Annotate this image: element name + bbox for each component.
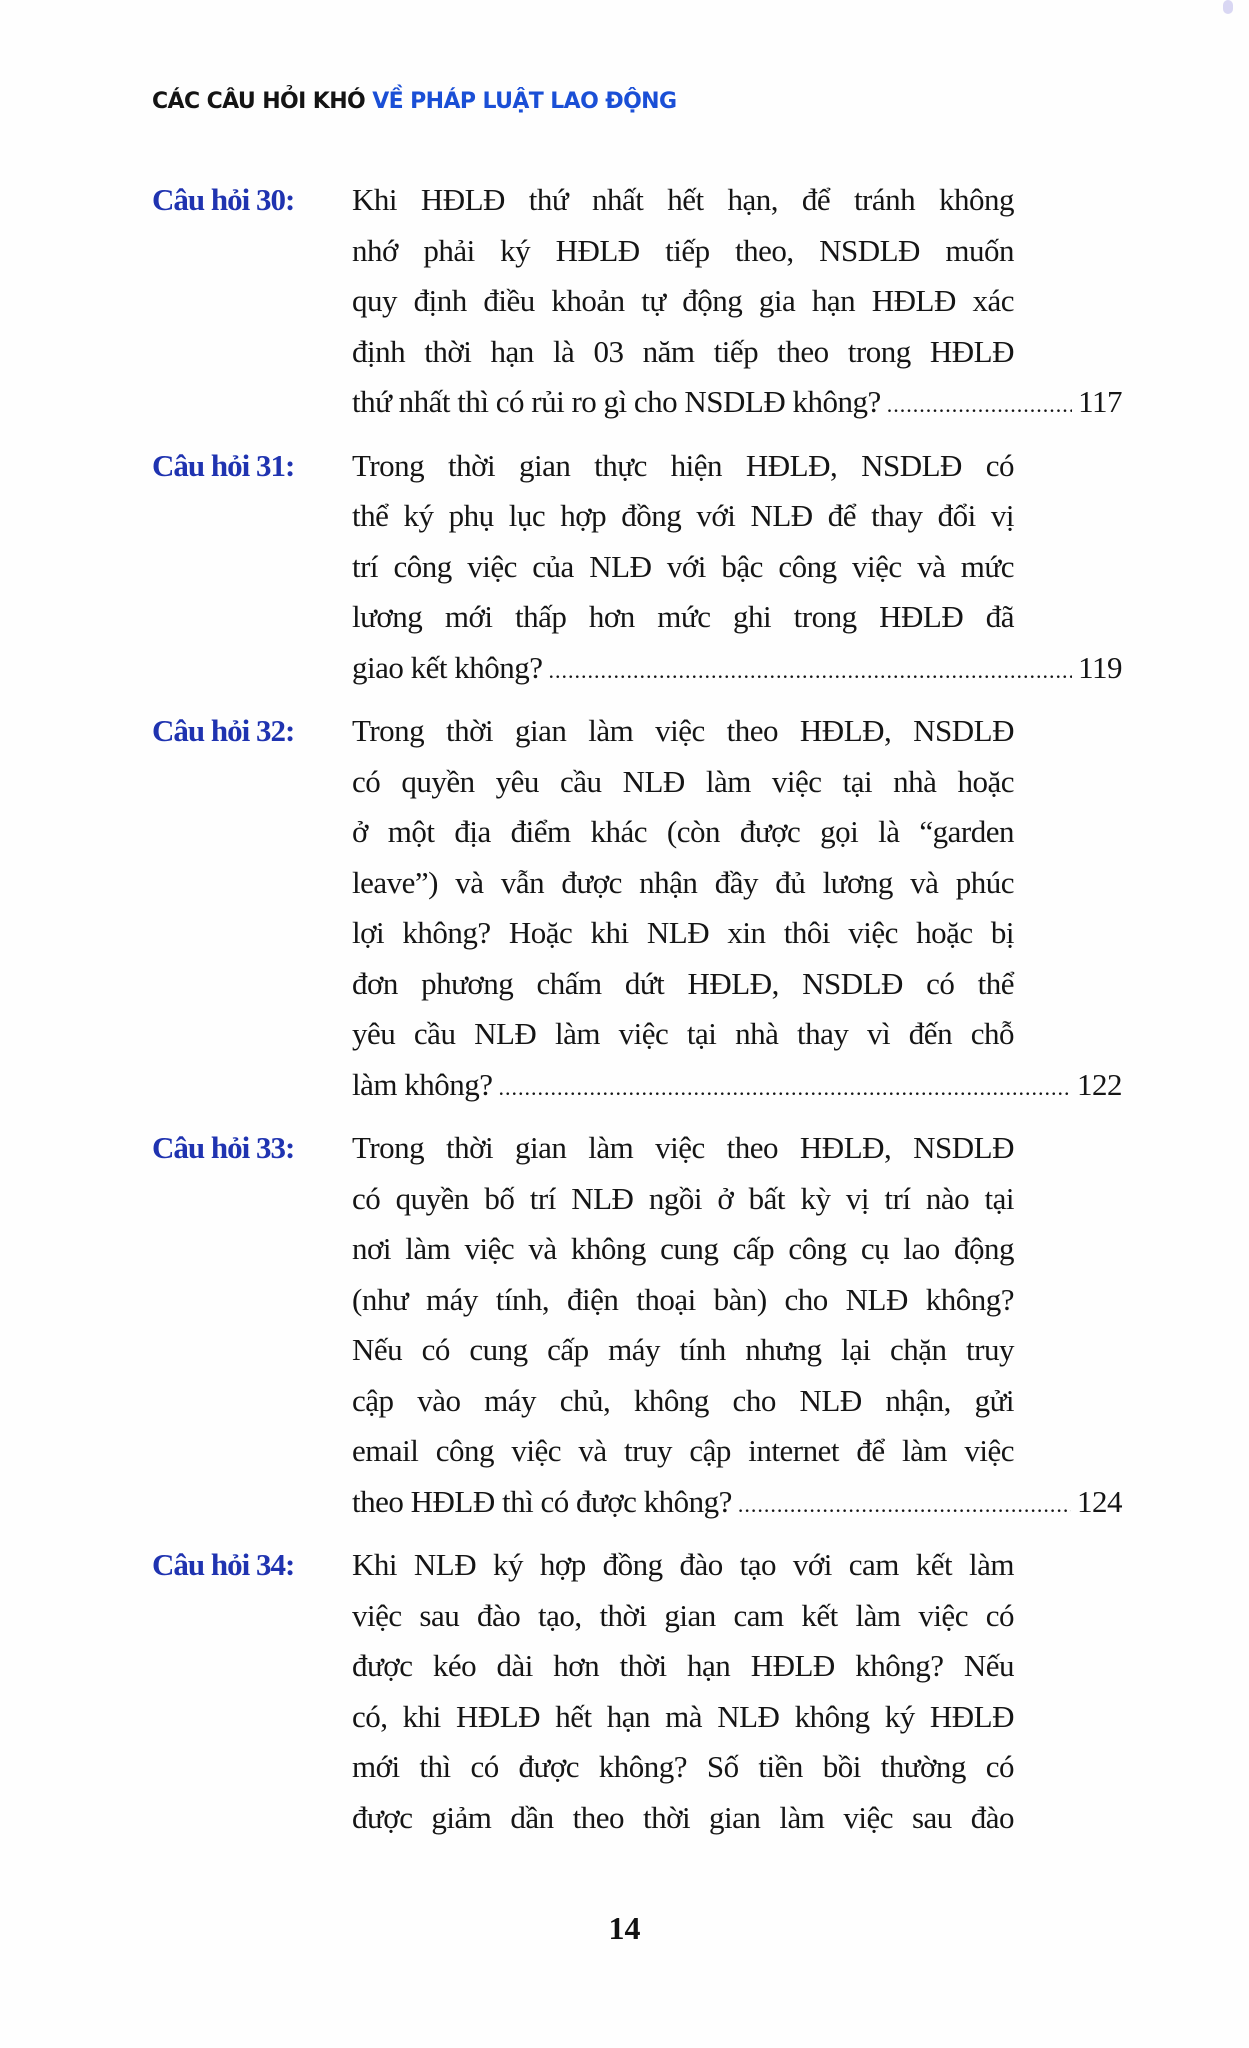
text-line: lương mới thấp hơn mức ghi trong HĐLĐ đã xyxy=(352,599,1014,634)
text-line: việc sau đào tạo, thời gian cam kết làm việc có xyxy=(352,1597,1014,1633)
dot-leader xyxy=(549,646,1073,697)
text-line: quy định điều khoản tự động gia hạn HĐLĐ xác xyxy=(352,283,1014,318)
text-line: giao kết không? xyxy=(352,649,543,685)
header-title-blue: VỀ PHÁP LUẬT LAO ĐỘNG xyxy=(372,89,677,114)
toc-link-line[interactable] xyxy=(352,643,1122,697)
table-of-contents xyxy=(152,175,1122,1853)
question-text xyxy=(352,441,1122,697)
text-line: Trong thời gian thực hiện HĐLĐ, NSDLĐ có xyxy=(352,447,1014,483)
text-line: định thời hạn là 03 năm tiếp theo trong HĐLĐ xyxy=(352,333,1014,369)
text-line: email công việc và truy cập internet để làm việc xyxy=(352,1433,1014,1468)
toc-link-line[interactable] xyxy=(352,1477,1122,1531)
question-text xyxy=(352,706,1122,1113)
toc-entry-34 xyxy=(152,1540,1122,1843)
text-line: có, khi HĐLĐ hết hạn mà NLĐ không ký HĐLĐ xyxy=(352,1698,1014,1734)
text-line: được kéo dài hơn thời hạn HĐLĐ không? Nếu xyxy=(352,1648,1014,1683)
page-reference: 124 xyxy=(1077,1483,1122,1519)
text-line: nhớ phải ký HĐLĐ tiếp theo, NSDLĐ muốn xyxy=(352,232,1014,268)
text-line: cập vào máy chủ, không cho NLĐ nhận, gửi xyxy=(352,1382,1014,1418)
text-line: ở một địa điểm khác (còn được gọi là “garden xyxy=(352,814,1014,849)
toc-link-line[interactable] xyxy=(352,1060,1122,1114)
text-line: Khi NLĐ ký hợp đồng đào tạo với cam kết làm xyxy=(352,1547,1014,1582)
page-reference: 119 xyxy=(1078,649,1122,685)
question-label: Câu hỏi 30: xyxy=(152,182,295,217)
page-reference: 122 xyxy=(1077,1066,1122,1102)
text-line: có quyền bố trí NLĐ ngồi ở bất kỳ vị trí nào tại xyxy=(352,1180,1014,1216)
question-text xyxy=(352,175,1122,431)
question-label: Câu hỏi 31: xyxy=(152,447,295,483)
text-line: mới thì có được không? Số tiền bồi thường có xyxy=(352,1749,1014,1784)
text-line: theo HĐLĐ thì có được không? xyxy=(352,1483,732,1519)
dot-leader xyxy=(738,1480,1071,1531)
text-line: trí công việc của NLĐ với bậc công việc và mức xyxy=(352,548,1014,584)
dot-leader xyxy=(499,1063,1072,1114)
dot-leader xyxy=(887,380,1072,431)
scan-artifact-mark xyxy=(1223,0,1233,14)
text-line: yêu cầu NLĐ làm việc tại nhà thay vì đến chỗ xyxy=(352,1016,1014,1051)
text-line: có quyền yêu cầu NLĐ làm việc tại nhà hoặc xyxy=(352,763,1014,799)
question-label: Câu hỏi 32: xyxy=(152,713,295,748)
text-line: được giảm dần theo thời gian làm việc sau đào xyxy=(352,1799,1014,1835)
toc-entry-33 xyxy=(152,1123,1122,1530)
text-line: Nếu có cung cấp máy tính nhưng lại chặn truy xyxy=(352,1332,1014,1367)
toc-link-line[interactable] xyxy=(352,377,1122,431)
page-reference: 117 xyxy=(1078,384,1122,419)
text-line: thứ nhất thì có rủi ro gì cho NSDLĐ không? xyxy=(352,384,881,419)
text-line: (như máy tính, điện thoại bàn) cho NLĐ không? xyxy=(352,1281,1014,1317)
text-line: làm không? xyxy=(352,1066,493,1102)
text-line: đơn phương chấm dứt HĐLĐ, NSDLĐ có thể xyxy=(352,965,1014,1001)
header-title-dark: CÁC CÂU HỎI KHÓ xyxy=(152,89,366,114)
running-header xyxy=(152,89,676,114)
text-line: thể ký phụ lục hợp đồng với NLĐ để thay đổi vị xyxy=(352,498,1014,533)
toc-entry-32 xyxy=(152,706,1122,1113)
question-label: Câu hỏi 34: xyxy=(152,1547,295,1582)
text-line: nơi làm việc và không cung cấp công cụ lao động xyxy=(352,1231,1014,1266)
text-line: Trong thời gian làm việc theo HĐLĐ, NSDLĐ xyxy=(352,713,1014,748)
question-text xyxy=(352,1123,1122,1530)
text-line: Trong thời gian làm việc theo HĐLĐ, NSDLĐ xyxy=(352,1130,1014,1165)
question-label: Câu hỏi 33: xyxy=(152,1130,295,1165)
text-line: Khi HĐLĐ thứ nhất hết hạn, để tránh không xyxy=(352,182,1014,217)
page-number: 14 xyxy=(608,1910,641,1946)
text-line: lợi không? Hoặc khi NLĐ xin thôi việc hoặc bị xyxy=(352,915,1014,950)
text-line: leave”) và vẫn được nhận đầy đủ lương và phúc xyxy=(352,864,1014,900)
question-text xyxy=(352,1540,1122,1843)
toc-entry-31 xyxy=(152,441,1122,697)
toc-entry-30 xyxy=(152,175,1122,431)
